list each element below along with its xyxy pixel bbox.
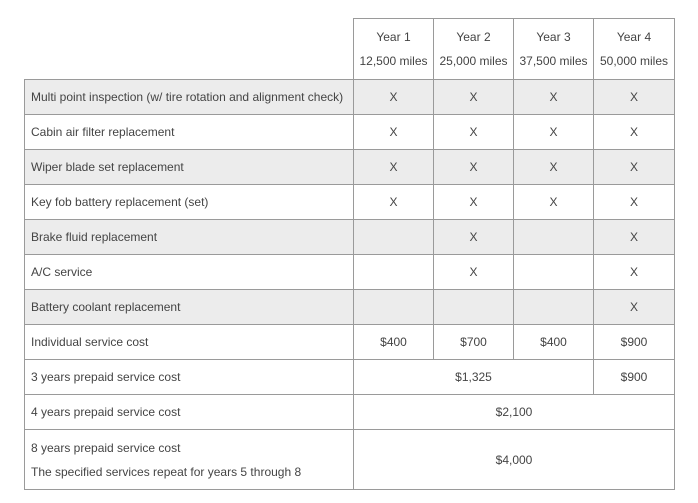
cost-label: 8 years prepaid service cost [31, 440, 181, 455]
service-cell [514, 290, 594, 325]
service-cell: X [594, 185, 675, 220]
table-row [25, 290, 675, 325]
service-cell [434, 290, 514, 325]
service-cell: X [514, 150, 594, 185]
table-row [25, 150, 675, 185]
service-cell: X [514, 185, 594, 220]
service-cell: X [514, 80, 594, 115]
service-cell [354, 290, 434, 325]
table-row [25, 115, 675, 150]
prepaid-8-years-row [25, 430, 675, 490]
cost-label: Individual service cost [25, 325, 354, 360]
service-cell: X [354, 185, 434, 220]
year-label: Year 4 [616, 30, 652, 44]
miles-label: 37,500 miles [519, 54, 588, 68]
service-cell: X [434, 115, 514, 150]
year-label: Year 3 [536, 30, 571, 44]
miles-label: 50,000 miles [599, 54, 669, 68]
individual-cost-row [25, 325, 675, 360]
service-cell: X [594, 80, 675, 115]
table-row [25, 220, 675, 255]
year-label: Year 2 [456, 30, 491, 44]
service-cell: X [514, 115, 594, 150]
cost-label-cell [25, 430, 354, 490]
service-cell: X [434, 80, 514, 115]
service-cell: X [434, 255, 514, 290]
service-label: A/C service [25, 255, 354, 290]
service-label: Battery coolant replacement [25, 290, 354, 325]
service-label: Key fob battery replacement (set) [25, 185, 354, 220]
service-cell [514, 255, 594, 290]
cost-note: The specified services repeat for years 5 through 8 [31, 464, 302, 479]
cost-value: $4,000 [354, 430, 675, 490]
cost-value: $400 [514, 325, 594, 360]
cost-value: $900 [594, 325, 675, 360]
header-year-3 [514, 19, 594, 80]
cost-value: $2,100 [354, 395, 675, 430]
service-cell: X [354, 80, 434, 115]
prepaid-3-years-row [25, 360, 675, 395]
cost-label: 4 years prepaid service cost [25, 395, 354, 430]
service-label: Wiper blade set replacement [25, 150, 354, 185]
service-cell: X [594, 290, 675, 325]
cost-value: $900 [594, 360, 675, 395]
miles-label: 12,500 miles [359, 54, 428, 68]
service-cell: X [594, 150, 675, 185]
table-header-row [25, 19, 675, 80]
service-label: Brake fluid replacement [25, 220, 354, 255]
maintenance-schedule-table [24, 18, 675, 490]
service-cell: X [594, 220, 675, 255]
header-year-4 [594, 19, 675, 80]
service-cell [354, 255, 434, 290]
header-year-1 [354, 19, 434, 80]
prepaid-4-years-row [25, 395, 675, 430]
service-label: Multi point inspection (w/ tire rotation and alignment check) [25, 80, 354, 115]
service-cell [514, 220, 594, 255]
header-year-2 [434, 19, 514, 80]
service-cell: X [354, 150, 434, 185]
cost-value: $1,325 [354, 360, 594, 395]
service-cell: X [434, 185, 514, 220]
cost-value: $700 [434, 325, 514, 360]
cost-value: $400 [354, 325, 434, 360]
miles-label: 25,000 miles [439, 54, 508, 68]
service-cell: X [354, 115, 434, 150]
year-label: Year 1 [376, 30, 411, 44]
header-blank-cell [25, 19, 354, 80]
service-cell: X [434, 220, 514, 255]
table-row [25, 80, 675, 115]
service-label: Cabin air filter replacement [25, 115, 354, 150]
service-cell: X [594, 115, 675, 150]
service-cell: X [434, 150, 514, 185]
service-cell [354, 220, 434, 255]
service-cell: X [594, 255, 675, 290]
cost-label: 3 years prepaid service cost [25, 360, 354, 395]
table-row [25, 255, 675, 290]
table-row [25, 185, 675, 220]
